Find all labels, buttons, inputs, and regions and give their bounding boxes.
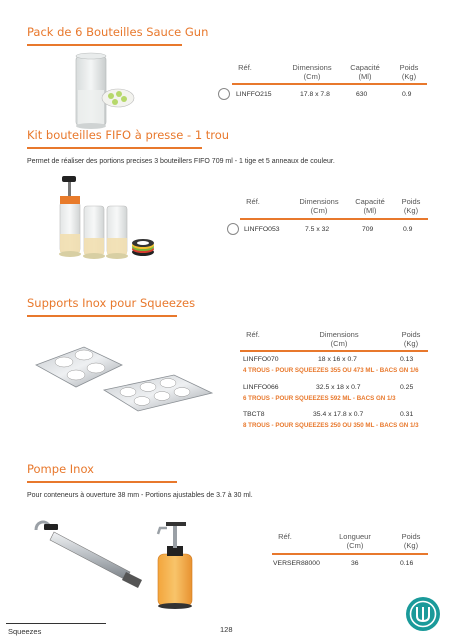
table-cell-weight: 0.13 [400, 356, 414, 363]
table-cell-weight: 0.25 [400, 384, 414, 391]
col-header-length [333, 532, 377, 550]
col-header-capacity-label: Capacité [350, 63, 380, 72]
table-cell-capacity: 630 [356, 91, 368, 98]
footer-category: Squeezes [8, 627, 42, 636]
col-header-capacity-label: Capacité [355, 197, 385, 206]
table-cell-weight: 0.9 [403, 226, 413, 233]
table-cell-ref: TBCT8 [243, 411, 265, 418]
table-cell-weight: 0.9 [402, 91, 412, 98]
col-header-capacity [345, 63, 385, 81]
row-note: 4 TROUS - POUR SQUEEZES 355 OU 473 ML - BACS GN 1/6 [243, 367, 419, 374]
table-header-rule [232, 83, 427, 85]
table-header-rule [240, 350, 428, 352]
col-header-dimensions-label: Dimensions [292, 63, 332, 72]
table-cell-dimensions: 35.4 x 17.8 x 0.7 [313, 411, 364, 418]
section-title-fifo-kit: Kit bouteilles FIFO à presse - 1 trou [27, 128, 230, 142]
page-number: 128 [220, 625, 233, 634]
table-header-rule [240, 218, 428, 220]
table-cell-capacity: 709 [362, 226, 374, 233]
col-header-dimensions [287, 63, 337, 81]
table-cell-dimensions: 32.5 x 18 x 0.7 [316, 384, 361, 391]
row-note: 6 TROUS - POUR SQUEEZES 592 ML - BACS GN 1/3 [243, 395, 396, 402]
table-cell-weight: 0.31 [400, 411, 414, 418]
footer-rule [6, 623, 106, 624]
section-description: Permet de réaliser des portions precises 3 bouteillers FIFO 709 ml - 1 tige et 5 anneaux de couleur. [27, 158, 335, 165]
row-note: 8 TROUS - POUR SQUEEZES 250 OU 350 ML - BACS GN 1/3 [243, 422, 419, 429]
col-header-dimensions-label: Dimensions [299, 197, 339, 206]
col-header-ref: Réf. [246, 330, 260, 339]
section-underline [27, 315, 177, 317]
table-cell-ref: LINFFO070 [243, 356, 279, 363]
section-title-sauce-gun: Pack de 6 Bouteilles Sauce Gun [27, 25, 209, 39]
stainless-pump-image [30, 518, 212, 610]
section-underline [27, 147, 202, 149]
table-cell-length: 36 [351, 560, 359, 567]
table-cell-ref: LINFFO066 [243, 384, 279, 391]
col-header-ref: Réf. [246, 197, 260, 206]
col-header-dimensions [294, 197, 344, 215]
table-cell-dimensions: 17.8 x 7.8 [300, 91, 330, 98]
select-radio-linffo053[interactable] [227, 223, 239, 235]
section-title-supports-inox: Supports Inox pour Squeezes [27, 296, 196, 310]
table-cell-weight: 0.16 [400, 560, 414, 567]
col-header-weight [396, 330, 426, 348]
table-cell-ref: LINFFO053 [244, 226, 280, 233]
col-header-weight-unit: (Kg) [403, 339, 419, 348]
col-header-capacity [350, 197, 390, 215]
fifo-bottles-image [48, 172, 156, 267]
col-header-weight [396, 532, 426, 550]
col-header-length-label: Longueur [339, 532, 371, 541]
col-header-weight-unit: (Kg) [403, 206, 419, 215]
col-header-weight-label: Poids [399, 63, 419, 72]
col-header-weight-label: Poids [401, 330, 421, 339]
table-header-rule [272, 553, 428, 555]
col-header-capacity-unit: (Ml) [363, 206, 377, 215]
col-header-weight-unit: (Kg) [401, 72, 417, 81]
section-description: Pour conteneurs à ouverture 38 mm - Portions ajustables de 3.7 à 30 ml. [27, 492, 253, 499]
col-header-weight [394, 63, 424, 81]
col-header-dimensions-unit: (Cm) [303, 72, 321, 81]
col-header-ref: Réf. [278, 532, 292, 541]
col-header-weight [396, 197, 426, 215]
col-header-dimensions-unit: (Cm) [310, 206, 328, 215]
sauce-gun-bottles-image [66, 52, 146, 132]
col-header-weight-unit: (Kg) [403, 541, 419, 550]
section-underline [27, 44, 182, 46]
select-radio-linffo215[interactable] [218, 88, 230, 100]
col-header-weight-label: Poids [401, 197, 421, 206]
col-header-capacity-unit: (Ml) [358, 72, 372, 81]
table-cell-dimensions: 18 x 16 x 0.7 [318, 356, 357, 363]
col-header-dimensions [314, 330, 364, 348]
table-cell-ref: VERSER88000 [273, 560, 320, 567]
section-title-pompe-inox: Pompe Inox [27, 462, 94, 476]
col-header-dimensions-label: Dimensions [319, 330, 359, 339]
col-header-length-unit: (Cm) [346, 541, 364, 550]
table-cell-dimensions: 7.5 x 32 [305, 226, 330, 233]
col-header-weight-label: Poids [401, 532, 421, 541]
table-cell-ref: LINFFO215 [236, 91, 272, 98]
stainless-supports-image [34, 345, 214, 420]
brand-logo-icon [405, 596, 441, 632]
col-header-ref: Réf. [238, 63, 252, 72]
col-header-dimensions-unit: (Cm) [330, 339, 348, 348]
section-underline [27, 481, 177, 483]
